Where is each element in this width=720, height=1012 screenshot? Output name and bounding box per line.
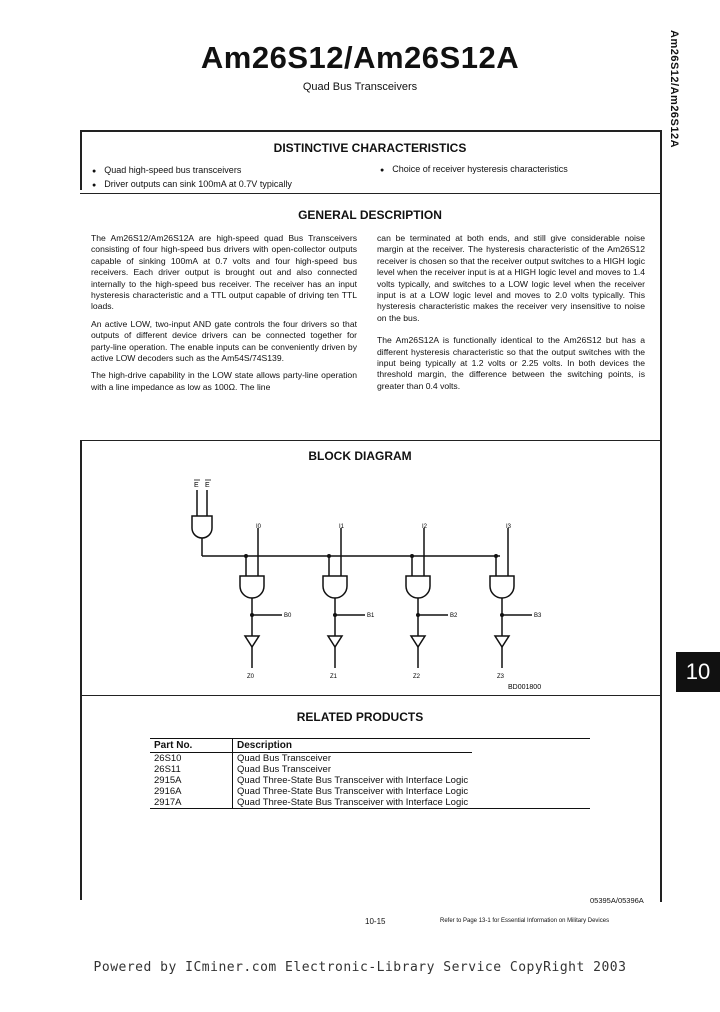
table-row: [150, 786, 472, 797]
table-header-row: [150, 739, 472, 753]
side-title: Am26S12/Am26S12A: [668, 30, 680, 149]
part-cell: 2917A: [150, 797, 233, 808]
input-label: I1: [339, 524, 345, 530]
frame-left-rule: [80, 440, 82, 900]
frame-top-rule: [80, 130, 662, 132]
junction-dot: [327, 554, 331, 558]
general-left-column: [91, 233, 357, 399]
junction-dot: [410, 554, 414, 558]
general-right-column: [377, 233, 645, 398]
page-title: Am26S12/Am26S12A: [200, 40, 520, 75]
list-item: ● Quad high-speed bus transceivers: [92, 164, 372, 178]
enable-label: E: [205, 482, 210, 489]
distinctive-heading: DISTINCTIVE CHARACTERISTICS: [273, 141, 467, 155]
junction-dot: [244, 554, 248, 558]
divider-rule: [80, 193, 662, 194]
junction-dot: [250, 613, 254, 617]
list-item: ● Driver outputs can sink 100mA at 0.7V typically: [92, 178, 372, 192]
block-diagram-heading: BLOCK DIAGRAM: [308, 449, 412, 463]
bus-label: B1: [367, 613, 375, 619]
table-row: [150, 775, 472, 786]
paragraph: The high-drive capability in the LOW state allows party-line operation with a line impedance as low as 100Ω. The line: [91, 370, 357, 392]
part-cell: 26S11: [150, 764, 233, 775]
junction-dot: [416, 613, 420, 617]
output-label: Z0: [247, 674, 255, 680]
input-label: I2: [422, 524, 428, 530]
page-subtitle: Quad Bus Transceivers: [302, 81, 418, 93]
part-cell: 26S10: [150, 753, 233, 765]
distinctive-left-list: [92, 164, 372, 192]
paragraph: The Am26S12/Am26S12A are high-speed quad Bus Transceivers consisting of four high-speed bus drivers with open-collector outputs capable of sinking 100mA at 0.7 volts and four high-speed bus receivers. Each driver output is brought out and also connected internally to the high-speed bus receiver. The receiver has an input hysteresis characteristic and a TTL output capable of driving ten TTL loads.: [91, 233, 357, 312]
bus-label: B3: [534, 613, 542, 619]
table-row: [150, 753, 472, 765]
driver-gate: [406, 576, 430, 598]
footer-copyright: Powered by ICminer.com Electronic-Library Service CopyRight 2003: [93, 960, 627, 975]
divider-rule: [80, 440, 662, 441]
desc-cell: Quad Three-State Bus Transceiver with Interface Logic: [237, 786, 469, 797]
figure-code: BD001800: [508, 684, 542, 691]
driver-gate: [240, 576, 264, 598]
related-heading: RELATED PRODUCTS: [296, 710, 424, 724]
section-tab: 10: [676, 652, 720, 692]
input-label: I0: [256, 524, 262, 530]
list-item: ● Choice of receiver hysteresis characteristics: [380, 163, 650, 177]
related-table-wrap: [150, 738, 590, 809]
part-cell: 2916A: [150, 786, 233, 797]
receiver-buffer: [495, 636, 509, 647]
junction-dot: [333, 613, 337, 617]
junction-dot: [494, 554, 498, 558]
driver-gate: [323, 576, 347, 598]
table-row: [150, 764, 472, 775]
receiver-buffer: [245, 636, 259, 647]
input-label: I3: [506, 524, 512, 530]
related-products-table: [150, 739, 472, 808]
output-label: Z1: [330, 674, 338, 680]
table-row: [150, 797, 472, 808]
junction-dot: [500, 613, 504, 617]
paragraph: can be terminated at both ends, and still give considerable noise margin at the receiver. The hysteresis characteristic of the Am26S12 receiver is chosen so that the receiver output switches to a HIGH logic level when the receiver input is at a HIGH logic level and moves to 1.4 volts typically, and switches to a LOW logic level when the receiver input is at a LOW logic level and moves to 2.0 volts typically. This hysteresis characteristic makes the receiver very insensitive to noise on the bus.: [377, 233, 645, 323]
output-label: Z2: [413, 674, 421, 680]
part-cell: 2915A: [150, 775, 233, 786]
bus-label: B0: [284, 613, 292, 619]
doc-code: 05395A/05396A: [590, 896, 644, 905]
enable-label: E: [194, 482, 199, 489]
desc-cell: Quad Three-State Bus Transceiver with Interface Logic: [237, 797, 469, 808]
page-number: 10-15: [365, 917, 386, 926]
frame-right-rule: [660, 130, 662, 902]
distinctive-right-list: [380, 163, 650, 177]
desc-cell: Quad Bus Transceiver: [237, 753, 331, 764]
general-heading: GENERAL DESCRIPTION: [298, 208, 442, 222]
desc-cell: Quad Bus Transceiver: [237, 764, 331, 775]
frame-left-rule: [80, 130, 82, 190]
driver-gate: [490, 576, 514, 598]
receiver-buffer: [411, 636, 425, 647]
military-note: Refer to Page 13-1 for Essential Information on Military Devices: [440, 918, 610, 924]
column-header: Description: [233, 739, 473, 753]
receiver-buffer: [328, 636, 342, 647]
output-label: Z3: [497, 674, 505, 680]
block-diagram: [180, 476, 560, 696]
desc-cell: Quad Three-State Bus Transceiver with Interface Logic: [237, 775, 469, 786]
enable-and-gate: [192, 516, 212, 538]
bus-label: B2: [450, 613, 458, 619]
paragraph: An active LOW, two-input AND gate controls the four drivers so that outputs of different device drivers can be connected together for party-line operation. The enable inputs can be conveniently driven by active LOW decoders such as the Am54S/74S139.: [91, 318, 357, 364]
paragraph: The Am26S12A is functionally identical to the Am26S12 but has a different hysteresis characteristic so that the output switches with the input being typically at 1.2 volts or 2.25 volts. In both devices the threshold margin, the difference between the switching points, is greater than 0.4 volts.: [377, 335, 645, 391]
column-header: Part No.: [150, 739, 233, 753]
